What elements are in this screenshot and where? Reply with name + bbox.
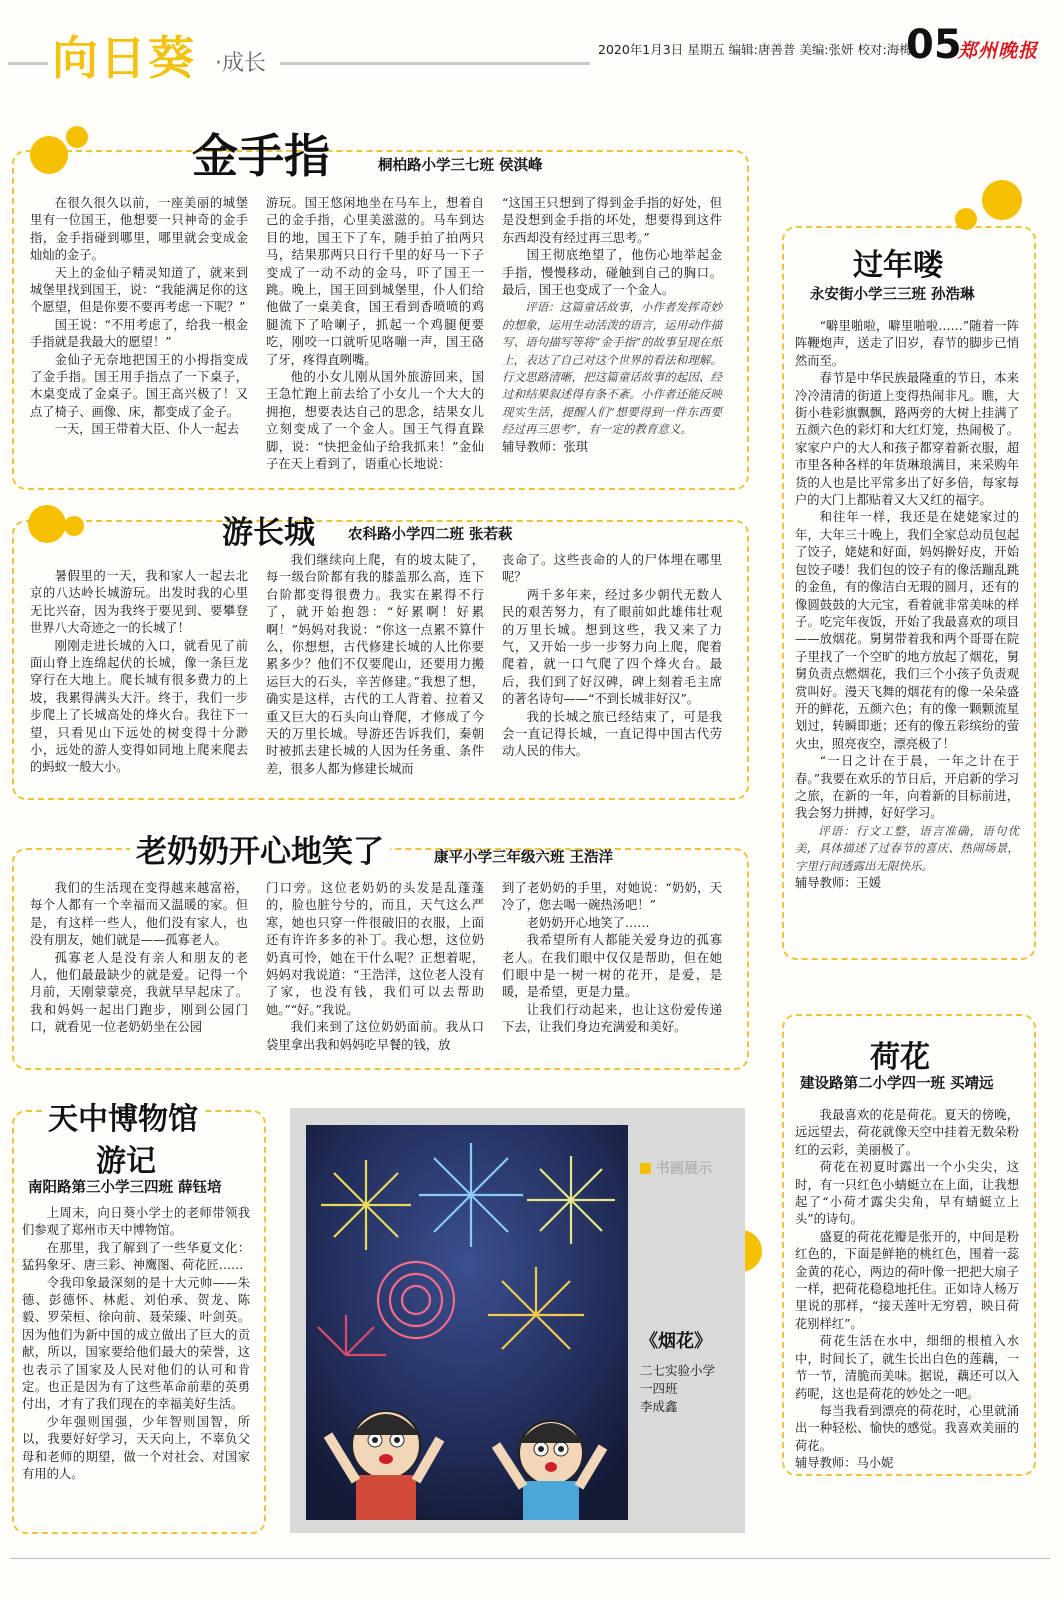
paragraph: 少年强则国强，少年智则国智，所以，我要好好学习，天天向上，不辜负父母和老师的期望，做一个对社会、对国家有用的人。 [22,1414,250,1482]
paragraph: 丧命了。这些丧命的人的尸体埋在哪里呢？ [502,553,722,585]
paragraph: 我们继续向上爬，有的坡太陡了，每一级台阶都有我的膝盖那么高，连下台阶都变得很费力。我实在累得不行了，就开始抱怨：“好累啊！好累啊！”妈妈对我说：“你这一点累不算什么，你想想，古代修建长城的人比你要累多少？他们不仅要爬山，还要用力搬运巨大的石头，辛苦修建。”我想了想，确实是这样，古代的工人背着、拉着又重又巨大的石头向山脊爬，才修成了今天的万里长城。导游还告诉我们，秦朝时被抓去建长城的人因为任务重、条件差，很多人都为修建长城而 [266,553,484,776]
article-title: 天中博物馆 [44,1094,202,1138]
article-column [266,195,484,474]
issue-meta: 2020年1月3日 星期五 编辑:唐善普 美编:张妍 校对:海梅 [598,42,912,57]
teacher-credit: 辅导教师：张琪 [502,439,589,454]
paragraph: 令我印象最深刻的是十大元帅——朱德、彭德怀、林彪、刘伯承、贺龙、陈毅、罗荣桓、徐向前、聂荣臻、叶剑英。因为他们为新中国的成立做出了巨大的贡献，所以，国家要给他们最大的荣誉，这也表示了国家及人民对他们的认可和肯定。也正是因为有了这些革命前辈的英勇付出，才有了我们现在的幸福美好生活。 [22,1275,250,1412]
paragraph: “噼里啪啦，噼里啪啦……”随着一阵阵鞭炮声，送走了旧岁，春节的脚步已悄然而至。 [795,319,1019,368]
article-title: 金手指 [192,129,330,183]
paragraph: 我希望所有人都能关爱身边的孤寡老人。在我们眼中仅仅是帮助，但在她们眼中是一树一树的花开，是爱，是暖，是希望，更是力量。 [502,933,722,1000]
tag-square-icon [640,1163,651,1174]
paragraph: 刚刚走进长城的入口，就看见了前面山脊上连绵起伏的长城，像一条巨龙穿行在大地上。爬长城有很多费力的上坡，我累得满头大汗。终于，我们一步步爬上了长城高处的烽火台。我往下一望，只看见山下远处的树变得十分渺小，远处的游人变得如同地上爬来爬去的蚂蚁一般大小。 [30,638,248,775]
article-title: 老奶奶开心地笑了 [130,826,390,871]
artwork-class: 一四班 [640,1381,678,1396]
artwork-tag-label: 书画展示 [656,1161,712,1177]
paragraph: “这国王只想到了得到金手指的好处，但是没想到金手指的坏处，想要得到这件东西却没有经过再三思考。” [502,196,722,245]
paragraph: 国王说：“不用考虑了，给我一根金手指就是我最大的愿望！” [30,317,248,350]
paragraph: 老奶奶开心地笑了…… [526,915,650,930]
paragraph: 和往年一样，我还是在姥姥家过的年，大年三十晚上，我们全家总动员包起了饺子，姥姥和好面，妈妈擀好皮，开始包饺子喽！我们包的饺子有的像活蹦乱跳的金鱼，有的像洁白无瑕的圆月，还有的像圆鼓鼓的大元宝，看着就非常美味的样子。吃完年夜饭，开始了我最喜欢的项目——放烟花。舅舅带着我和两个哥哥在院子里找了一个空旷的地方放起了烟花，舅舅负责点燃烟花，我们三个小孩子负责观赏叫好。漫天飞舞的烟花有的像一朵朵盛开的鲜花，五颜六色；有的像一颗颗流星划过，转瞬即逝；还有的像五彩缤纷的萤火虫，照亮夜空，漂亮极了！ [795,510,1019,751]
section-name: ·成长 [215,51,266,76]
paragraph: 一天，国王带着大臣、仆人一起去 [54,422,240,437]
artwork-author: 李成鑫 [640,1399,678,1414]
paragraph: 盛夏的荷花花瓣是张开的，中间是粉红色的，下面是鲜艳的桃红色，围着一蕊金黄的花心，两边的荷叶像一把把大扇子一样，把荷花稳稳地托住。正如诗人杨万里说的那样，“接天莲叶无穷碧，映日荷花别样红”。 [795,1229,1019,1331]
decor-dot [64,516,84,536]
article-title: 游长城 [222,515,315,551]
article-column [266,552,484,778]
paragraph: 我最喜欢的花是荷花。夏天的傍晚，远远望去，荷花就像天空中挂着无数朵粉红的云彩，美丽极了。 [795,1108,1019,1157]
article-byline: 建设路第二小学四一班 买靖远 [800,1076,994,1092]
paragraph: 在很久很久以前，一座美丽的城堡里有一位国王，他想要一只神奇的金手指，金手指碰到哪里，哪里就会变成金灿灿的金子。 [30,196,248,263]
article-column [30,568,248,777]
article-column [22,1205,250,1484]
artwork-school: 二七实验小学 [640,1363,716,1378]
article-byline: 桐柏路小学三七班 侯淇峰 [378,158,543,174]
column-logo: 向日葵 [52,31,196,85]
article-column [502,552,722,761]
paragraph: 让我们行动起来，也让这份爱传递下去，让我们身边充满爱和美好。 [502,1002,722,1035]
comment: 评语：行文工整，语言准确，语句优美，具体描述了过春节的喜庆、热闹场景，字里行间透露出无限快乐。 [795,823,1019,873]
teacher-credit: 辅导教师：马小妮 [795,1456,894,1471]
article-byline: 康平小学三年级六班 王浩洋 [434,850,614,866]
article-title-line2: 游记 [96,1144,156,1179]
decor-dot [955,208,977,230]
paragraph: 国王彻底绝望了，他伤心地举起金手指，慢慢移动，碰触到自己的胸口。最后，国王也变成了一个金人。 [502,248,722,298]
article-column [502,195,722,456]
artwork-caption [640,1362,715,1416]
decor-dot [982,180,1022,220]
artwork-tag [640,1158,712,1178]
paragraph: 荷花在初夏时露出一个小尖尖，这时，有一只红色小蜻蜓立在上面，让我想起了“小荷才露尖尖角，早有蜻蜓立上头”的诗句。 [795,1160,1019,1227]
teacher-credit: 辅导教师：王媛 [795,876,882,890]
comment: 评语：这篇童话故事，小作者发挥奇妙的想象，运用生动活泼的语言，运用动作描写、语句描写等将“金手指”的故事呈现在纸上，表达了自己对这个世界的看法和理解。行文思路清晰，把这篇童话故事的起因、经过和结果叙述得有条不紊。小作者还能反映现实生活，提醒人们“想要得到一件东西要经过再三思考”，有一定的教育意义。 [502,300,722,437]
paragraph: 两千多年来，经过多少朝代无数人民的艰苦努力，有了眼前如此雄伟壮观的万里长城。想到这些，我又来了力气，又开始一步一步努力向上爬，爬着爬着，就一口气爬了四个烽火台。最后，我们到了好汉碑，碑上刻着毛主席的著名诗句——“不到长城非好汉”。 [502,587,722,707]
newspaper-masthead: 郑州晚报 [958,40,1039,62]
article-column [266,880,484,1054]
paragraph: 每当我看到漂亮的荷花时，心里就涌出一种轻松、愉快的感觉。我喜欢美丽的荷花。 [795,1403,1019,1453]
article-column [30,195,248,439]
paragraph: 门口旁。这位老奶奶的头发是乱蓬蓬的，脸也脏兮兮的，而且，天气这么严寒，她也只穿一件很破旧的衣服，上面还有许许多多的补丁。我心想，这位奶奶真可怜，她在干什么呢？正想着呢，妈妈对我说道：“王浩洋，这位老人没有了家，也没有钱，我们可以去帮助她。”“好。”我说。 [266,881,484,1017]
paragraph: 他的小女儿刚从国外旅游回来，国王急忙跑上前去给了小女儿一个大大的拥抱，想要表达自己的思念，结果女儿立刻变成了一个金人。国王气得直跺脚，说：“快把金仙子给我抓来！”金仙子在天上看到了，语重心长地说： [266,370,484,472]
paragraph: 游玩。国王悠闲地坐在马车上，想着自己的金手指，心里美滋滋的。马车到达目的地，国王下了车，随手拍了拍两只马，结果那两只日行千里的好马一下子变成了一动不动的金马，吓了国王一跳。晚上，国王回到城堡里，仆人们给他做了一桌美食，国王看到香喷喷的鸡腿流下了哈喇子，抓起一个鸡腿便要吃，刚咬一口就听见咯嘣一声，国王硌了牙，疼得直咧嘴。 [266,196,484,367]
page-number: 05 [906,22,962,68]
article-title: 荷花 [870,1040,930,1075]
article-byline: 永安街小学三三班 孙浩琳 [810,287,975,303]
paragraph: 到了老奶奶的手里，对她说：“奶奶，天冷了，您去喝一碗热汤吧！” [502,881,722,913]
article-column [795,318,1019,892]
article-column [30,880,248,1037]
paragraph: 我们的生活现在变得越来越富裕，每个人都有一个幸福而又温暖的家。但是，有这样一些人，他们没有家人，也没有朋友，她们就是——孤寡老人。 [30,881,248,948]
paragraph: 在那里，我了解到了一些华夏文化：猛犸象牙、唐三彩、神鹰图、荷花匠…… [22,1240,250,1273]
paragraph: 我的长城之旅已经结束了，可是我会一直记得长城，一直记得中国古代劳动人民的伟大。 [502,709,722,759]
paragraph: 荷花生活在水中，细细的根植入水中，时间长了，就生长出白色的莲藕，一节一节，清脆而美味。据说，藕还可以入药呢，这也是荷花的妙处之一吧。 [795,1334,1019,1401]
paragraph: “一日之计在于晨，一年之计在于春。”我要在欢乐的节日后，开启新的学习之旅，在新的一年，向着新的目标前进，我会努力拼搏，好好学习。 [795,754,1019,821]
paragraph: 金仙子无奈地把国王的小拇指变成了金手指。国王用手指点了一下桌子，木桌变成了金桌子。国王高兴极了！又点了椅子、画像、床，都变成了金子。 [30,352,248,419]
footer-rule [10,1558,1050,1559]
article-byline: 南阳路第三小学三四班 薛钰培 [28,1180,222,1196]
article-byline: 农科路小学四二班 张若萩 [348,527,513,543]
paragraph: 天上的金仙子精灵知道了，就来到城堡里找到国王，说：“我能满足你的这个愿望，但是你要不要再考虑一下呢？” [30,265,248,315]
decor-dot [30,136,68,174]
header-rule-mid [280,62,590,65]
header-rule-left [8,62,48,65]
decor-dot [66,126,88,148]
article-title: 过年喽 [853,248,943,283]
article-column [795,1107,1019,1473]
paragraph: 孤寡老人是没有亲人和朋友的老人，他们最最缺少的就是爱。记得一个月前，天刚蒙蒙亮，我就早早起床了。我和妈妈一起出门跑步，刚到公园门口，就看见一位老奶奶坐在公园 [30,950,248,1035]
fireworks-painting [306,1125,628,1520]
paragraph: 我们来到了这位奶奶面前。我从口袋里拿出我和妈妈吃早餐的钱，放 [266,1020,484,1052]
decor-dot [28,505,66,543]
paragraph: 春节是中华民族最隆重的节日，本来冷冷清清的街道上变得热闹非凡。瞧，大街小巷彩旗飘飘，路两旁的大树上挂满了五颜六色的彩灯和大红灯笼，热闹极了。家家户户的大人和孩子都穿着新衣服，超市里各种各样的年货琳琅满目，来采购年货的人也是比平常多出了好多倍，每家每户的大门上都贴着又大又红的福字。 [795,371,1019,508]
artwork-title: 《烟花》 [640,1331,712,1352]
paragraph: 暑假里的一天，我和家人一起去北京的八达岭长城游玩。出发时我的心里无比兴奋，因为我终于要见到、要攀登世界八大奇迹之一的长城了！ [30,569,248,636]
article-column [502,880,722,1037]
paragraph: 上周末，向日葵小学士的老师带领我们参观了郑州市天中博物馆。 [22,1206,250,1238]
